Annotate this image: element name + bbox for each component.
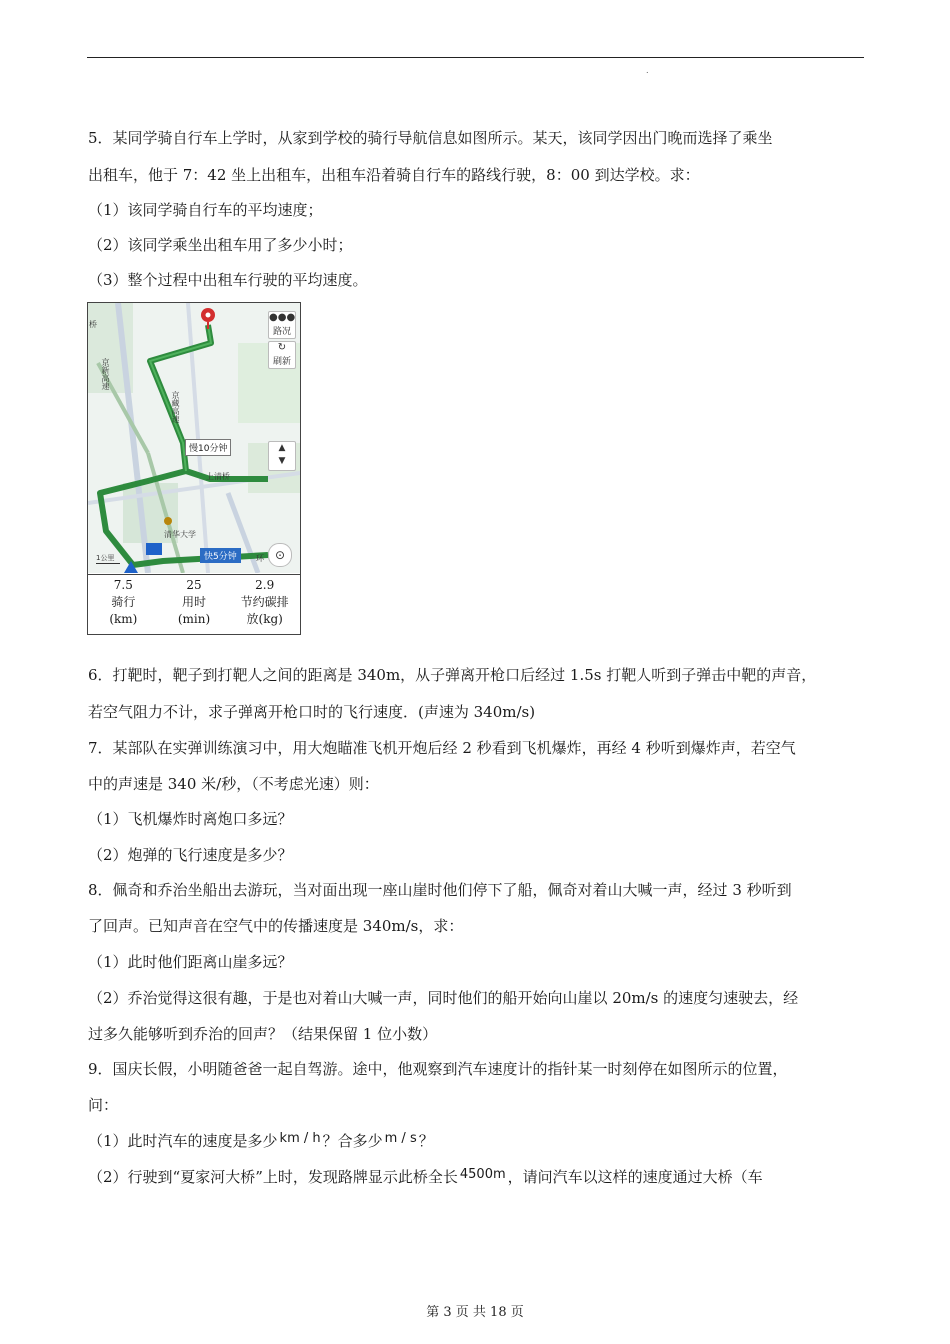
header-dot: . [646, 66, 649, 75]
map-label-road1: 京新高速 [101, 358, 110, 390]
q9-line2: 问： [88, 1096, 119, 1114]
q9-sub1-text-a: （1）此时汽车的速度是多少 [88, 1132, 278, 1150]
stat-time-unit: (min) [177, 612, 211, 626]
stat-distance-value: 7.5 [113, 578, 133, 592]
slow-route-tag: 慢10分钟 [185, 439, 231, 456]
map-area [88, 303, 300, 573]
stat-distance-unit: (km) [109, 612, 138, 626]
stat-carbon-label: 节约碳排 [240, 595, 289, 609]
q8-sub2a: （2）乔治觉得这很有趣，于是也对着山大喊一声，同时他们的船开始向山崖以 20m/s 的速度匀速驶去，经 [88, 989, 799, 1007]
traffic-button[interactable] [268, 311, 296, 339]
q9-sub1-text-b: ？合多少 [322, 1132, 383, 1150]
q8-line2: 了回声。已知声音在空气中的传播速度是 340m/s，求： [88, 917, 464, 935]
route-stats [88, 574, 300, 635]
map-label-bridge: 桥 [89, 320, 97, 329]
map-label-ring: 环 [256, 554, 264, 563]
traffic-button-label: 路况 [272, 327, 291, 337]
stat-distance-label: 骑行 [111, 595, 136, 609]
stat-time-value: 25 [186, 578, 202, 592]
q9-unit-ms: m / s [384, 1131, 417, 1146]
stat-time [159, 575, 230, 635]
q9-sub1-text-c: ？ [418, 1132, 434, 1150]
up-down-arrow-icon: ▲ ▼ [278, 443, 286, 466]
refresh-button-label: 刷新 [272, 357, 291, 367]
map-label-shangqing: 上清桥 [206, 472, 230, 481]
refresh-button[interactable] [268, 341, 296, 369]
q9-sub1 [88, 1131, 434, 1153]
q7-line2: 中的声速是 340 米/秒，（不考虑光速）则： [88, 775, 379, 793]
q8-sub1: （1）此时他们距离山崖多远？ [88, 953, 293, 971]
q5-line1: 5．某同学骑自行车上学时，从家到学校的骑行导航信息如图所示。某天，该同学因出门晚而选择了乘坐 [88, 129, 773, 147]
q9-sub2-text-a: （2）行驶到“夏家河大桥”上时，发现路牌显示此桥全长 [88, 1168, 458, 1186]
navigation-map-figure [87, 302, 301, 635]
map-label-tsinghua: 清华大学 [164, 530, 196, 539]
q9-unit-kmh: km / h [279, 1131, 321, 1146]
q7-sub2: （2）炮弹的飞行速度是多少？ [88, 846, 293, 864]
q6-line1: 6．打靶时，靶子到打靶人之间的距离是 340m，从子弹离开枪口后经过 1.5s 打靶人听到子弹击中靶的声音， [88, 666, 817, 684]
q5-sub3: （3）整个过程中出租车行驶的平均速度。 [88, 271, 368, 289]
locate-button[interactable] [268, 543, 292, 567]
q9-line1: 9．国庆长假，小明随爸爸一起自驾游。途中，他观察到汽车速度计的指针某一时刻停在如图所示的位置， [88, 1060, 788, 1078]
stat-carbon-value: 2.9 [255, 578, 275, 592]
q9-sub2-text-b: ，请问汽车以这样的速度通过大桥（车 [507, 1168, 763, 1186]
refresh-icon: ↻ [277, 342, 287, 353]
q6-line2: 若空气阻力不计，求子弹离开枪口时的飞行速度．(声速为 340m/s) [88, 703, 536, 721]
locate-icon: ⊙ [274, 548, 286, 562]
fast-route-tag: 快5分钟 [200, 548, 241, 563]
stat-carbon-unit: 放(kg) [246, 612, 283, 626]
q5-line2: 出租车，他于 7：42 坐上出租车，出租车沿着骑自行车的路线行驶，8：00 到达学校。求： [88, 166, 700, 184]
stat-time-label: 用时 [182, 595, 207, 609]
zoom-arrows-button[interactable] [268, 441, 296, 471]
q9-bridge-length: 4500m [459, 1167, 506, 1182]
q5-sub2: （2）该同学乘坐出租车用了多少小时； [88, 236, 353, 254]
stat-carbon [229, 575, 300, 635]
q8-line1: 8．佩奇和乔治坐船出去游玩，当对面出现一座山崖时他们停下了船，佩奇对着山大喊一声，经过 3 秒听到 [88, 881, 792, 899]
q7-sub1: （1）飞机爆炸时离炮口多远？ [88, 810, 293, 828]
q7-line1: 7．某部队在实弹训练演习中，用大炮瞄准飞机开炮后经 2 秒看到飞机爆炸，再经 4 秒听到爆炸声，若空气 [88, 739, 796, 757]
page-footer: 第 3 页 共 18 页 [426, 1305, 524, 1320]
stat-distance [88, 575, 159, 635]
traffic-light-icon: ●●● [269, 312, 296, 323]
q5-sub1: （1）该同学骑自行车的平均速度； [88, 201, 323, 219]
map-scale: 1公里 [96, 553, 120, 564]
header-rule [87, 57, 864, 58]
q9-sub2 [88, 1167, 763, 1189]
map-label-road2: 京藏高速 [171, 391, 180, 423]
q8-sub2b: 过多久能够听到乔治的回声？（结果保留 1 位小数） [88, 1025, 438, 1043]
